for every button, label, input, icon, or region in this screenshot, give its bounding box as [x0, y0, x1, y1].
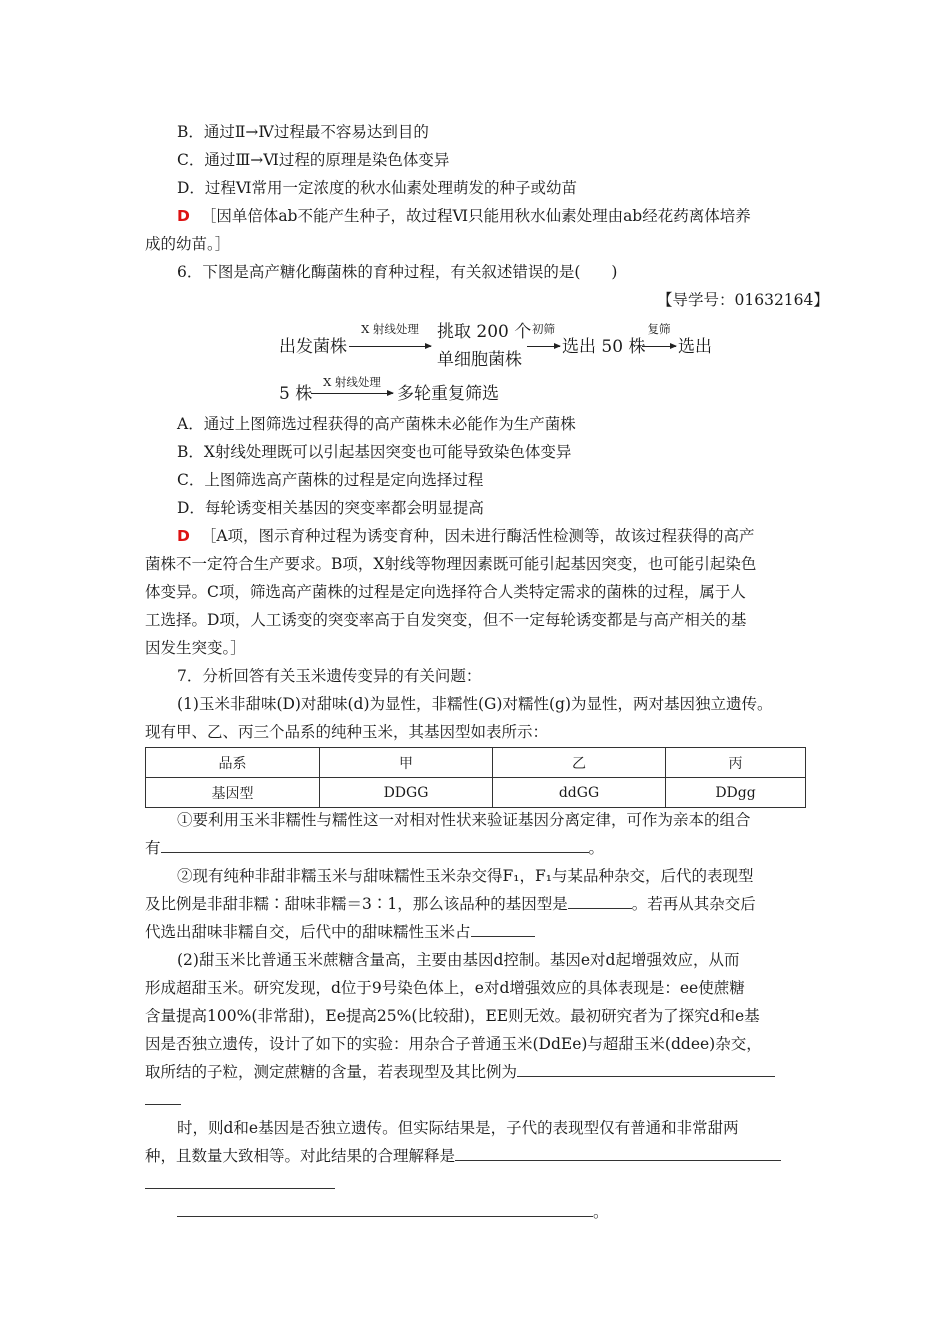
answer-blank[interactable]: [177, 1202, 593, 1217]
diagram-arrow3-icon: [642, 346, 676, 347]
table-header-cell: 丙: [666, 748, 806, 778]
q5-option-d: D．过程Ⅵ常用一定浓度的秋水仙素处理萌发的种子或幼苗: [177, 179, 578, 197]
q7-part2-line5: [145, 1062, 775, 1082]
q5-answer-line: [177, 206, 751, 226]
q6-explanation-4: 工选择。D项，人工诱变的突变率高于自发突变，但不一定每轮诱变都是与高产相关的基: [145, 611, 747, 629]
q7-sub1-prefix: 有: [145, 839, 161, 857]
q7-sub2-line2: [145, 894, 756, 914]
q6-option-c: C．上图筛选高产菌株的过程是定向选择过程: [177, 471, 484, 489]
q7-part2-line10: [177, 1202, 609, 1222]
q7-part1-line1: (1)玉米非甜味(D)对甜味(d)为显性，非糯性(G)对糯性(g)为显性，两对基因独立遗传。: [177, 695, 773, 713]
diagram-arrow2-label: 初筛: [532, 322, 555, 336]
q6-explanation-1: ［A项，图示育种过程为诱变育种，因未进行酶活性检测等，故该过程获得的高产: [200, 527, 755, 545]
q7-sub2-suffix: 。若再从其杂交后: [631, 895, 756, 913]
table-header-cell: 品系: [146, 748, 320, 778]
diagram-arrow3-label: 复筛: [647, 322, 671, 336]
q7-sub1-suffix: 。: [588, 839, 605, 857]
q6-explanation-5: 因发生突变。］: [145, 639, 246, 657]
diagram-arrow1-label: X 射线处理: [361, 322, 419, 336]
q7-sub1-line2: [145, 838, 604, 858]
diagram-select-50: 选出 50 株: [562, 337, 646, 357]
q7-part2-line9: [145, 1174, 335, 1194]
q7-part2-line6: [145, 1090, 181, 1110]
q6-explanation-3: 体变异。C项，筛选高产菌株的过程是定向选择符合人类特定需求的菌株的过程，属于人: [145, 583, 746, 601]
q7-part2-line7: 时，则d和e基因是否独立遗传。但实际结果是，子代的表现型仅有普通和非常甜两: [177, 1119, 739, 1137]
diagram-arrow2-icon: [527, 346, 560, 347]
table-header-cell: 乙: [493, 748, 666, 778]
diagram-arrow1-icon: [349, 346, 431, 347]
diagram-select: 选出: [678, 337, 712, 357]
q7-part2-line2: 形成超甜玉米。研究发现，d位于9号染色体上，e对d增强效应的具体表现是：ee使蔗糖: [145, 979, 745, 997]
q6-explanation-2: 菌株不一定符合生产要求。B项，X射线等物理因素既可能引起基因突变，也可能引起染色: [145, 555, 757, 573]
q5-explanation-2: 成的幼苗。］: [145, 235, 231, 253]
answer-blank[interactable]: [161, 838, 589, 853]
diagram-pick-bottom: 单细胞菌株: [437, 350, 522, 370]
diagram-start-strain: 出发菌株: [279, 337, 347, 357]
genotype-table: [145, 747, 806, 808]
q7-sub2-line3: [145, 922, 535, 942]
answer-blank[interactable]: [471, 922, 535, 937]
q6-answer-line: [177, 526, 755, 546]
table-row: [146, 778, 806, 808]
table-cell: 基因型: [146, 778, 320, 808]
q6-stem: 6．下图是高产糖化酶菌株的育种过程，有关叙述错误的是( ): [177, 263, 618, 281]
answer-blank[interactable]: [145, 1090, 181, 1105]
answer-blank[interactable]: [568, 894, 632, 909]
q7-stem: 7．分析回答有关玉米遗传变异的有关问题：: [177, 667, 482, 685]
diagram-pick-top: 挑取 200 个: [437, 322, 532, 342]
q7-part2-line8: [145, 1146, 781, 1166]
q5-option-b: B．通过Ⅱ→Ⅳ过程最不容易达到目的: [177, 123, 429, 141]
q7-part1-line2: 现有甲、乙、丙三个品系的纯种玉米，其基因型如表所示：: [145, 723, 549, 741]
q7-part2-line1: (2)甜玉米比普通玉米蔗糖含量高，主要由基因d控制。基因e对d起增强效应，从而: [177, 951, 740, 969]
table-cell: ddGG: [493, 778, 666, 808]
q6-option-d: D．每轮诱变相关基因的突变率都会明显提高: [177, 499, 484, 517]
q6-option-a: A．通过上图筛选过程获得的高产菌株未必能作为生产菌株: [177, 415, 576, 433]
q7-sub2-text: 代选出甜味非糯自交，后代中的甜味糯性玉米占: [145, 923, 471, 941]
diagram-arrow4-icon: [311, 393, 393, 394]
diagram-five-strains: 5 株: [279, 384, 313, 404]
q7-part2-text2: 种，且数量大致相等。对此结果的合理解释是: [145, 1147, 456, 1165]
q6-guide-number: 【导学号：01632164】: [657, 291, 829, 309]
answer-blank[interactable]: [455, 1146, 781, 1161]
table-cell: DDGG: [320, 778, 493, 808]
answer-blank[interactable]: [517, 1062, 775, 1077]
q7-end-mark: 。: [593, 1203, 609, 1221]
answer-blank[interactable]: [145, 1174, 335, 1189]
table-header-cell: 甲: [320, 748, 493, 778]
q6-answer-letter: D: [177, 527, 190, 545]
q7-sub1-line1: ①要利用玉米非糯性与糯性这一对相对性状来验证基因分离定律，可作为亲本的组合: [177, 811, 751, 829]
q7-part2-line4: 因是否独立遗传，设计了如下的实验：用杂合子普通玉米(DdEe)与超甜玉米(ddee)杂交，: [145, 1035, 762, 1053]
q5-option-c: C．通过Ⅲ→Ⅵ过程的原理是染色体变异: [177, 151, 450, 169]
q7-sub2-line1: ②现有纯种非甜非糯玉米与甜味糯性玉米杂交得F₁，F₁与某品种杂交，后代的表现型: [177, 867, 754, 885]
diagram-arrow4-label: X 射线处理: [323, 375, 381, 389]
q7-sub2-prefix: 及比例是非甜非糯∶甜味非糯＝3∶1，那么该品种的基因型是: [145, 895, 568, 913]
q7-part2-text: 取所结的子粒，测定蔗糖的含量，若表现型及其比例为: [145, 1063, 518, 1081]
table-header-row: [146, 748, 806, 778]
table-cell: DDgg: [666, 778, 806, 808]
q5-explanation-1: ［因单倍体ab不能产生种子，故过程Ⅵ只能用秋水仙素处理由ab经花药离体培养: [200, 207, 751, 225]
diagram-multi-round: 多轮重复筛选: [397, 384, 499, 404]
q6-option-b: B．X射线处理既可以引起基因突变也可能导致染色体变异: [177, 443, 572, 461]
q5-answer-letter: D: [177, 207, 190, 225]
q7-part2-line3: 含量提高100%(非常甜)，Ee提高25%(比较甜)，EE则无效。最初研究者为了探究d和e基: [145, 1007, 760, 1025]
